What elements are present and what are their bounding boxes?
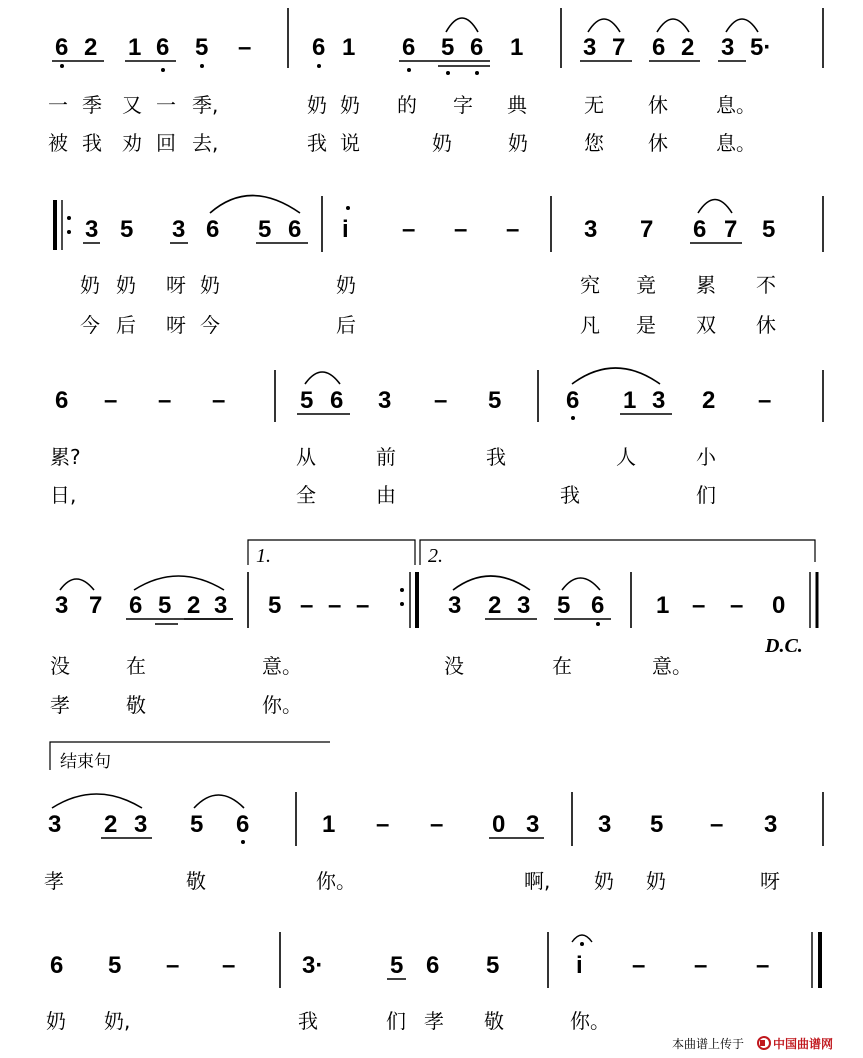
lyric-char: 我	[560, 483, 580, 507]
note: 5	[108, 952, 122, 979]
note: 5	[190, 811, 204, 838]
lyrics-verse-1	[48, 93, 756, 117]
system-5	[44, 742, 823, 893]
lyric-char: 又	[122, 93, 142, 117]
lyric-char: 奶	[508, 131, 528, 155]
note: 7	[612, 34, 626, 61]
lyric-char: 我	[486, 445, 506, 469]
lyric-char: 呀	[166, 313, 186, 337]
slur	[60, 579, 94, 590]
system-6	[46, 932, 820, 1033]
note: 3	[526, 811, 540, 838]
lyric-char: 日,	[50, 483, 77, 507]
lyric-char: 敬	[126, 693, 146, 717]
slur	[562, 578, 600, 590]
lyric-char: 一	[48, 93, 68, 117]
note: 6	[206, 216, 220, 243]
note: 1	[322, 811, 336, 838]
octave-dot	[161, 68, 165, 72]
dash: –	[300, 592, 314, 619]
lyric-char: 一	[156, 93, 176, 117]
octave-dot	[571, 416, 575, 420]
note: 2	[681, 34, 695, 61]
note: 6	[312, 34, 326, 61]
site-brand-name: 中国曲谱网	[773, 1037, 834, 1051]
slur	[453, 576, 530, 590]
dash: –	[238, 34, 252, 61]
note: 5	[268, 592, 282, 619]
volta-2-label: 2.	[428, 545, 443, 567]
note: 5	[650, 811, 664, 838]
lyric-char: 你。	[570, 1009, 610, 1033]
lyric-char: 息。	[716, 131, 756, 155]
note: 3	[764, 811, 778, 838]
lyric-char: 在	[552, 654, 572, 678]
lyric-char: 奶	[336, 273, 356, 297]
lyric-char: 意。	[262, 654, 302, 678]
lyric-char: 我	[82, 131, 102, 155]
lyric-char: 啊,	[524, 869, 551, 893]
lyric-char: 全	[296, 483, 316, 507]
octave-dot-high	[346, 206, 350, 210]
lyric-char: 说	[340, 131, 360, 155]
lyric-char: 敬	[484, 1009, 504, 1033]
dash: –	[694, 952, 708, 979]
lyric-char: 回	[156, 131, 176, 155]
slur	[194, 795, 244, 808]
note: 3	[584, 216, 598, 243]
slur	[726, 19, 758, 32]
note: 7	[89, 592, 103, 619]
dash: –	[710, 811, 724, 838]
note: i	[576, 952, 583, 979]
lyrics-verse-1	[80, 273, 776, 297]
dc-marking: D.C.	[765, 635, 803, 657]
lyric-char: 奶	[432, 131, 452, 155]
lyric-char: 累?	[50, 445, 81, 469]
lyric-char: 奶	[46, 1009, 66, 1033]
lyrics-verse-1	[50, 445, 717, 469]
dash: –	[166, 952, 180, 979]
lyric-char: 由	[376, 483, 396, 507]
slur	[446, 18, 478, 32]
lyric-char: 不	[756, 273, 776, 297]
site-logo-icon	[758, 1037, 770, 1049]
note: 5	[762, 216, 776, 243]
lyric-char: 从	[296, 445, 316, 469]
lyric-char: 休	[648, 93, 668, 117]
note: 6	[236, 811, 250, 838]
note: 6	[55, 387, 69, 414]
note: 6	[288, 216, 302, 243]
lyric-char: 你。	[262, 693, 302, 717]
dash: –	[506, 216, 520, 243]
lyric-char: 奶	[200, 273, 220, 297]
note: 6	[330, 387, 344, 414]
dash: –	[328, 592, 342, 619]
dash: –	[632, 952, 646, 979]
lyric-char: 没	[50, 654, 70, 678]
note: 1	[623, 387, 637, 414]
note: 1	[342, 34, 356, 61]
system-4	[50, 540, 817, 717]
octave-dot-high	[580, 942, 584, 946]
volta-1-bracket	[248, 540, 415, 565]
note: 2	[187, 592, 201, 619]
dash: –	[730, 592, 744, 619]
octave-dot	[446, 71, 450, 75]
octave-dot	[475, 71, 479, 75]
dash: –	[104, 387, 118, 414]
note: 2	[702, 387, 716, 414]
slur	[657, 19, 689, 32]
lyric-char: 奶	[307, 93, 327, 117]
lyrics-verse-2	[50, 693, 302, 717]
lyrics-verse-2	[48, 131, 756, 155]
note: 7	[640, 216, 654, 243]
lyric-char: 在	[126, 654, 146, 678]
note: 6	[426, 952, 440, 979]
repeat-dot	[400, 602, 404, 606]
note: 6	[693, 216, 707, 243]
lyric-char: 孝	[50, 693, 70, 717]
slur	[134, 576, 224, 590]
lyric-char: 竟	[636, 273, 656, 297]
dash: –	[756, 952, 770, 979]
dash: –	[692, 592, 706, 619]
note: 3	[652, 387, 666, 414]
lyric-char: 奶	[116, 273, 136, 297]
lyric-char: 奶	[80, 273, 100, 297]
note: 1	[510, 34, 524, 61]
lyric-char: 典	[507, 93, 527, 117]
note: 3	[172, 216, 186, 243]
lyric-char: 后	[116, 313, 136, 337]
lyric-char: 季,	[192, 93, 219, 117]
slur	[572, 368, 660, 384]
note: 2	[488, 592, 502, 619]
note: 2	[104, 811, 118, 838]
dash: –	[402, 216, 416, 243]
octave-dot	[241, 840, 245, 844]
note: 3	[134, 811, 148, 838]
note: 1	[656, 592, 670, 619]
lyrics-verse-2	[50, 483, 716, 507]
lyric-char: 们	[696, 483, 716, 507]
note: 3	[48, 811, 62, 838]
note: i	[342, 216, 349, 243]
note: 5	[195, 34, 209, 61]
note: 5	[258, 216, 272, 243]
dash: –	[758, 387, 772, 414]
note: 5	[158, 592, 172, 619]
slur	[210, 196, 300, 214]
lyric-char: 奶	[646, 869, 666, 893]
lyric-char: 没	[444, 654, 464, 678]
note: 2	[84, 34, 98, 61]
slur	[52, 794, 142, 808]
lyric-char: 劝	[122, 131, 142, 155]
lyric-char: 敬	[186, 869, 206, 893]
dash: –	[158, 387, 172, 414]
lyric-char: 奶	[340, 93, 360, 117]
note: 5·	[750, 34, 772, 61]
coda-label: 结束句	[60, 752, 111, 772]
lyric-char: 前	[376, 445, 396, 469]
note: 3	[583, 34, 597, 61]
note: 3	[517, 592, 531, 619]
note: 5	[557, 592, 571, 619]
system-3	[50, 368, 823, 507]
lyric-char: 奶	[594, 869, 614, 893]
lyric-char: 们	[386, 1009, 406, 1033]
lyric-char: 累	[696, 273, 716, 297]
note: 3	[448, 592, 462, 619]
lyric-char: 后	[336, 313, 356, 337]
note: 3	[214, 592, 228, 619]
lyric-char: 我	[298, 1009, 318, 1033]
note: 5	[300, 387, 314, 414]
note: 7	[724, 216, 738, 243]
dash: –	[434, 387, 448, 414]
dash: –	[212, 387, 226, 414]
note: 6	[566, 387, 580, 414]
lyric-char: 今	[80, 313, 100, 337]
dash: –	[356, 592, 370, 619]
system-1	[48, 8, 823, 155]
lyric-char: 呀	[166, 273, 186, 297]
note: 3	[598, 811, 612, 838]
octave-dot	[60, 64, 64, 68]
lyric-char: 我	[307, 131, 327, 155]
lyric-char: 呀	[760, 869, 780, 893]
lyrics-verse-1	[46, 1009, 610, 1033]
repeat-dot	[67, 216, 71, 220]
note: 5	[488, 387, 502, 414]
lyric-char: 被	[48, 131, 68, 155]
lyric-char: 孝	[424, 1009, 444, 1033]
repeat-dot	[67, 230, 71, 234]
lyric-char: 究	[580, 273, 600, 297]
lyric-char: 休	[756, 313, 776, 337]
dash: –	[222, 952, 236, 979]
note: 6	[156, 34, 170, 61]
lyric-char: 今	[200, 313, 220, 337]
volta-2-bracket	[420, 540, 815, 565]
lyric-char: 是	[636, 313, 656, 337]
note: 3	[721, 34, 735, 61]
lyric-char: 你。	[316, 869, 356, 893]
note: 6	[591, 592, 605, 619]
note: 6	[652, 34, 666, 61]
fermata	[572, 935, 592, 942]
volta-1-label: 1.	[256, 545, 271, 567]
dash: –	[376, 811, 390, 838]
note: 6	[50, 952, 64, 979]
upload-credit-text: 本曲谱上传于	[672, 1037, 745, 1051]
lyric-char: 双	[696, 313, 716, 337]
lyric-char: 凡	[580, 313, 600, 337]
note: 5	[441, 34, 455, 61]
lyric-char: 奶,	[104, 1009, 131, 1033]
lyric-char: 息。	[716, 93, 756, 117]
dash: –	[430, 811, 444, 838]
note: 6	[402, 34, 416, 61]
note: 0	[772, 592, 786, 619]
lyric-char: 休	[648, 131, 668, 155]
slur	[588, 19, 620, 32]
slur	[305, 372, 340, 384]
footer-watermark	[672, 1036, 833, 1051]
lyrics-verse-1	[44, 869, 780, 893]
note: 1	[128, 34, 142, 61]
note: 6	[55, 34, 69, 61]
lyric-char: 的	[397, 93, 417, 117]
repeat-dot	[400, 588, 404, 592]
note: 3·	[302, 952, 324, 979]
note: 5	[120, 216, 134, 243]
note: 5	[390, 952, 404, 979]
lyric-char: 无	[584, 93, 604, 117]
slur	[698, 200, 732, 214]
lyric-char: 季	[82, 93, 102, 117]
lyric-char: 小	[696, 445, 716, 469]
lyric-char: 字	[453, 93, 473, 117]
lyric-char: 您	[584, 131, 604, 155]
lyric-char: 孝	[44, 869, 64, 893]
lyric-char: 意。	[652, 654, 692, 678]
lyric-char: 去,	[192, 131, 219, 155]
note: 3	[85, 216, 99, 243]
note: 3	[378, 387, 392, 414]
octave-dot	[407, 68, 411, 72]
note: 6	[129, 592, 143, 619]
note: 3	[55, 592, 69, 619]
octave-dot	[200, 64, 204, 68]
dash: –	[454, 216, 468, 243]
note: 6	[470, 34, 484, 61]
system-2	[55, 196, 823, 338]
lyric-char: 人	[616, 445, 636, 469]
octave-dot	[317, 64, 321, 68]
lyrics-verse-1	[50, 654, 692, 678]
note: 0	[492, 811, 506, 838]
octave-dot	[596, 622, 600, 626]
lyrics-verse-2	[80, 313, 776, 337]
note: 5	[486, 952, 500, 979]
